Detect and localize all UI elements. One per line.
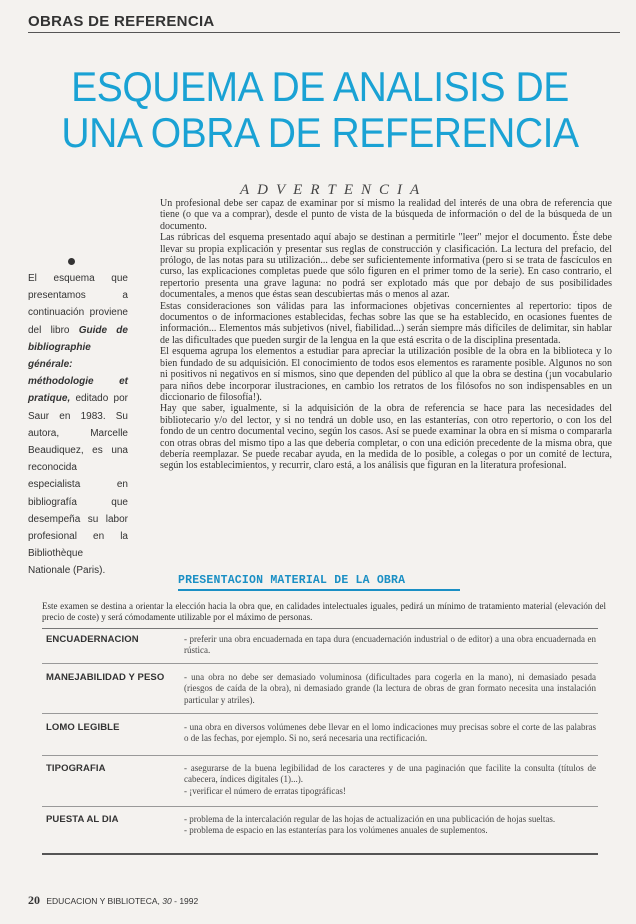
article-title-line-1: ESQUEMA DE ANALISIS DE [71,63,569,110]
issue-year: - 1992 [174,896,199,906]
issue-number: 30 [162,896,172,906]
row-divider [42,806,598,807]
table-row [42,628,598,662]
table-row [42,666,598,712]
sidebar-text-2: editado por Saur en 1983. Su autora, Marcelle Beaudiquez, es una reconocida especialista en bibliografía que desempeña su labor profesional en la Bibliothèque Nationale (Paris). [28,393,128,577]
presentacion-intro: Este examen se destina a orientar la elección hacia la obra que, en calidades intelectuales iguales, pedirá un mínimo de tratamiento material (elevación del precio de coste) y será cómodamente utilizable por el máximo de personas. [42,601,606,622]
row-label: LOMO LEGIBLE [46,722,120,733]
advertencia-body [160,198,612,472]
row-line: - asegurarse de la buena legibilidad de los caracteres y de una paginación que facilite la consulta (títulos de cabecera, índices digitales (1)...). [184,763,596,785]
row-label: TIPOGRAFIA [46,763,106,774]
body-paragraph: Hay que saber, igualmente, si la adquisición de la obra de referencia se hace para las necesidades del bibliotecario y/o del lector, y si no tendrá un doble uso, en las estanterías, con otro repertorio, o con los del fondo de un centro documental vecino, según los casos. Así se puede examinar la obra en sí misma o compararla con otras obras del mismo tipo a las que debería completar, o con una edición precedente de la misma obra, que debería reemplazar. Se puede recabar ayuda, en la medida de lo posible, a colegas o por un comité de lectura, según los establecimientos, y recurrir, claro está, a los análisis que figuran en la literatura profesional. [160,403,612,472]
table-row [42,808,598,854]
row-line: - una obra en diversos volúmenes debe llevar en el lomo indicaciones muy precisas sobre el corte de las palabras o de las fechas, por ejemplo. Si no, será necesaria una rectificación. [184,722,596,744]
row-divider [42,713,598,714]
row-description [184,722,596,745]
sidebar-text-1: El esquema que presentamos a continuación proviene del libro [28,273,128,336]
row-divider [42,755,598,756]
row-divider [42,663,598,664]
row-line: - problema de la intercalación regular de las hojas de actualización en una publicación de hojas sueltas. [184,814,556,824]
article-title [60,64,581,156]
body-paragraph: El esquema agrupa los elementos a estudiar para apreciar la utilización posible de la obra en la biblioteca y lo bien fundado de su adquisición. El conocimiento de todos esos elementos es raramente posible. Algunos no son ni positivos ni negativos en sí mismos, sino que dependen del público al que la obra se destina (¡un vocabulario para niños debe incorporar ilustraciones, en cambio los retratos de los filósofos no son indispensables en un diccionario de filosofía!). [160,346,612,403]
row-line: - ¡verificar el número de erratas tipográficas! [184,785,346,796]
table-row [42,716,598,752]
row-description [184,672,596,706]
bullet-dot-icon [68,258,75,265]
row-label: MANEJABILIDAD Y PESO [46,672,165,683]
sidebar-book-title: Guide de bibliographie générale: méthodologie et pratique, [28,324,128,405]
advertencia-heading: ADVERTENCIA [240,182,428,198]
row-line: - preferir una obra encuadernada en tapa dura (encuadernación industrial o de editor) a una obra encuadernada en rústica. [184,634,596,656]
body-paragraph: Estas consideraciones son válidas para las informaciones objetivas concernientes al repertorio: tipos de documentos o de informaciones establecidas, fechas sobre las que se ha establecido, en ocasiones fuentes de información... Elementos más subjetivos (nivel, fiabilidad...) serán siempre más difíciles de delimitar, sin hablar de las dificultades que pueden surgir de la lengua en la que está escrita o de la disciplina presentada. [160,300,612,346]
row-description [184,763,596,797]
row-description [184,814,596,837]
table-bottom-rule [42,853,598,855]
body-paragraph: Las rúbricas del esquema presentado aquí abajo se destinan a permitirle "leer" mejor el documento. Éste debe llevar su propia explicación y presentar sus reglas de construcción y clasificación. La lectura del prefacio, del prólogo, de las notas para su utilización... debe ser suficientemente informativa (pero si se trata de fascículos en curso, las explicaciones completas puede que sólo figuren en el primer tomo de la serie). En caso contrario, el repertorio presenta una grave laguna: no podrá ser explotado más que por debajo de sus posibilidades documentales, a menos que éstas sean descubiertas más o menos al azar. [160,232,612,301]
row-label: PUESTA AL DIA [46,814,119,825]
row-line: - una obra no debe ser demasiado voluminosa (dificultades para cogerla en la mano), ni demasiado pesada (riesgos de caída de la obra), ni demasiado grande (la lectura de obras de gran formato necesita una instalación particular y atriles). [184,672,596,705]
section-label: OBRAS DE REFERENCIA [28,13,215,30]
presentacion-title: PRESENTACION MATERIAL DE LA OBRA [178,574,460,591]
row-label: ENCUADERNACION [46,634,139,645]
page-footer [28,893,198,908]
sidebar-note [28,270,128,580]
article-title-line-2: UNA OBRA DE REFERENCIA [61,109,579,156]
page-header [28,8,620,33]
body-paragraph: Un profesional debe ser capaz de examinar por sí mismo la realidad del interés de una obra de referencia que tiene (o que va a comprar), desde el punto de vista de la búsqueda de información o del de la búsqueda de un documento. [160,198,612,232]
row-description [184,634,596,657]
row-line: - problema de espacio en las estanterías para los volúmenes anuales de suplementos. [184,825,488,836]
journal-name: EDUCACION Y BIBLIOTECA, [46,896,160,906]
table-row [42,757,598,803]
page-number: 20 [28,893,40,907]
